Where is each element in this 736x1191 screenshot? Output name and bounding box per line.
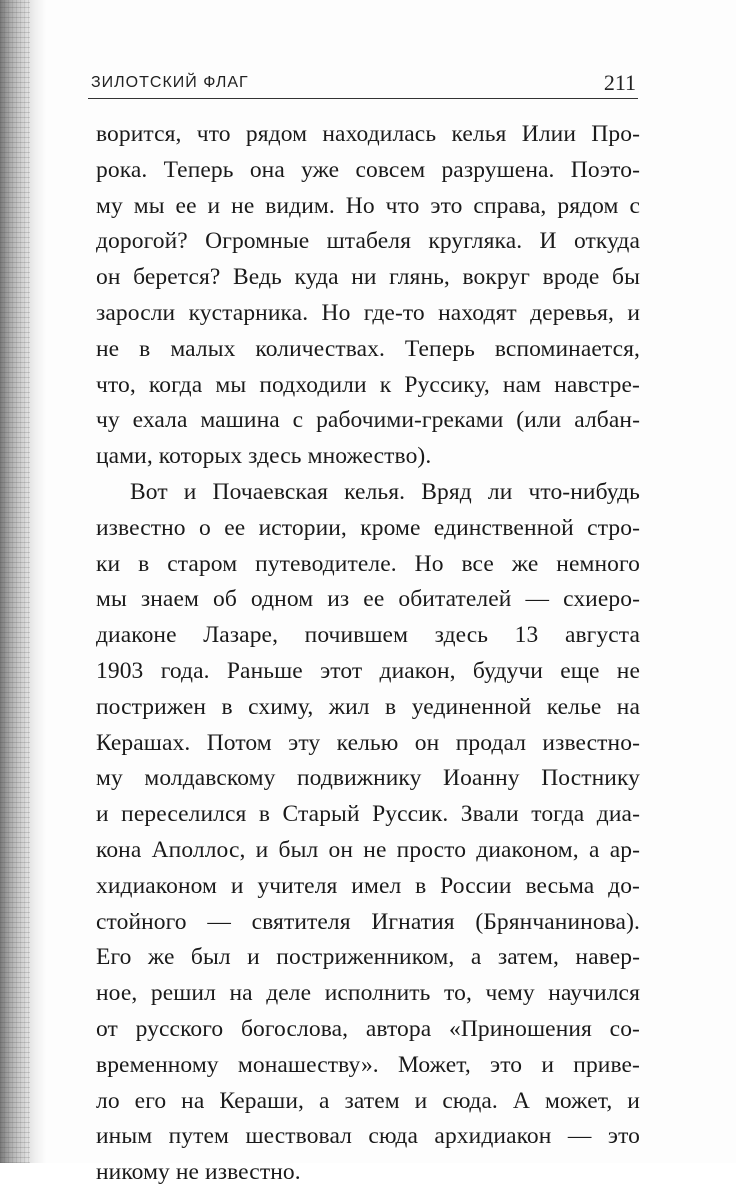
running-head	[88, 70, 638, 99]
paragraph-1	[96, 117, 640, 475]
text-line: Его же был и постриженником, а затем, навер-	[96, 944, 640, 971]
text-line: рока. Теперь она уже совсем разрушена. Поэто-	[96, 156, 640, 183]
paragraph-2	[96, 475, 640, 1191]
text-line: что, когда мы подходили к Руссику, нам навстре-	[96, 371, 640, 398]
text-line: дорогой? Огромные штабеля кругляка. И откуда	[96, 228, 640, 255]
text-line: 1903 года. Раньше этот диакон, будучи еще не	[96, 657, 640, 684]
text-line: хидиаконом и учителя имел в России весьма до-	[96, 872, 640, 899]
text-line: му мы ее и не видим. Но что это справа, рядом с	[96, 192, 640, 219]
text-line: диаконе Лазаре, почившем здесь 13 августа	[96, 622, 640, 649]
text-line: ное, решил на деле исполнить то, чему научился	[96, 980, 640, 1007]
text-line: ворится, что рядом находилась келья Илии Про-	[96, 121, 640, 147]
text-line: иным путем шествовал сюда архидиакон — это	[96, 1123, 640, 1150]
text-line: он берется? Ведь куда ни глянь, вокруг вроде бы	[96, 264, 640, 291]
text-line: не в малых количествах. Теперь вспоминается,	[96, 335, 640, 362]
text-line: Керашах. Потом эту келью он продал известно-	[96, 729, 640, 756]
text-line: никому не известно.	[96, 1159, 301, 1186]
text-line: цами, которых здесь множество).	[96, 443, 432, 470]
text-line: стойного — святителя Игнатия (Брянчанинова).	[96, 908, 640, 935]
text-line: от русского богослова, автора «Приношения со-	[96, 1015, 640, 1042]
text-line: временному монашеству». Может, это и приве-	[96, 1051, 640, 1078]
text-line: ки в старом путеводителе. Но все же немного	[96, 550, 640, 577]
running-title: ЗИЛОТСКИЙ ФЛАГ	[91, 74, 249, 91]
text-line: мы знаем об одном из ее обитателей — схиеро-	[96, 586, 640, 613]
text-line: и переселился в Старый Руссик. Звали тогда диа-	[96, 801, 640, 828]
text-line: заросли кустарника. Но где-то находят деревья, и	[96, 299, 640, 326]
text-line: кона Аполлос, и был он не просто диаконом, а ар-	[96, 836, 640, 863]
text-line: Вот и Почаевская келья. Вряд ли что-нибудь	[130, 478, 640, 505]
text-line: пострижен в схиму, жил в уединенной келье на	[96, 693, 640, 720]
text-line: му молдавскому подвижнику Иоанну Постнику	[96, 765, 640, 792]
text-line: чу ехала машина с рабочими-греками (или албан-	[96, 407, 640, 434]
body-text	[96, 117, 640, 1191]
text-line: известно о ее истории, кроме единственной стро-	[96, 514, 640, 541]
binding-scan-noise	[0, 0, 30, 1163]
text-line: ло его на Кераши, а затем и сюда. А может, и	[96, 1087, 640, 1114]
page-number: 211	[603, 70, 636, 95]
